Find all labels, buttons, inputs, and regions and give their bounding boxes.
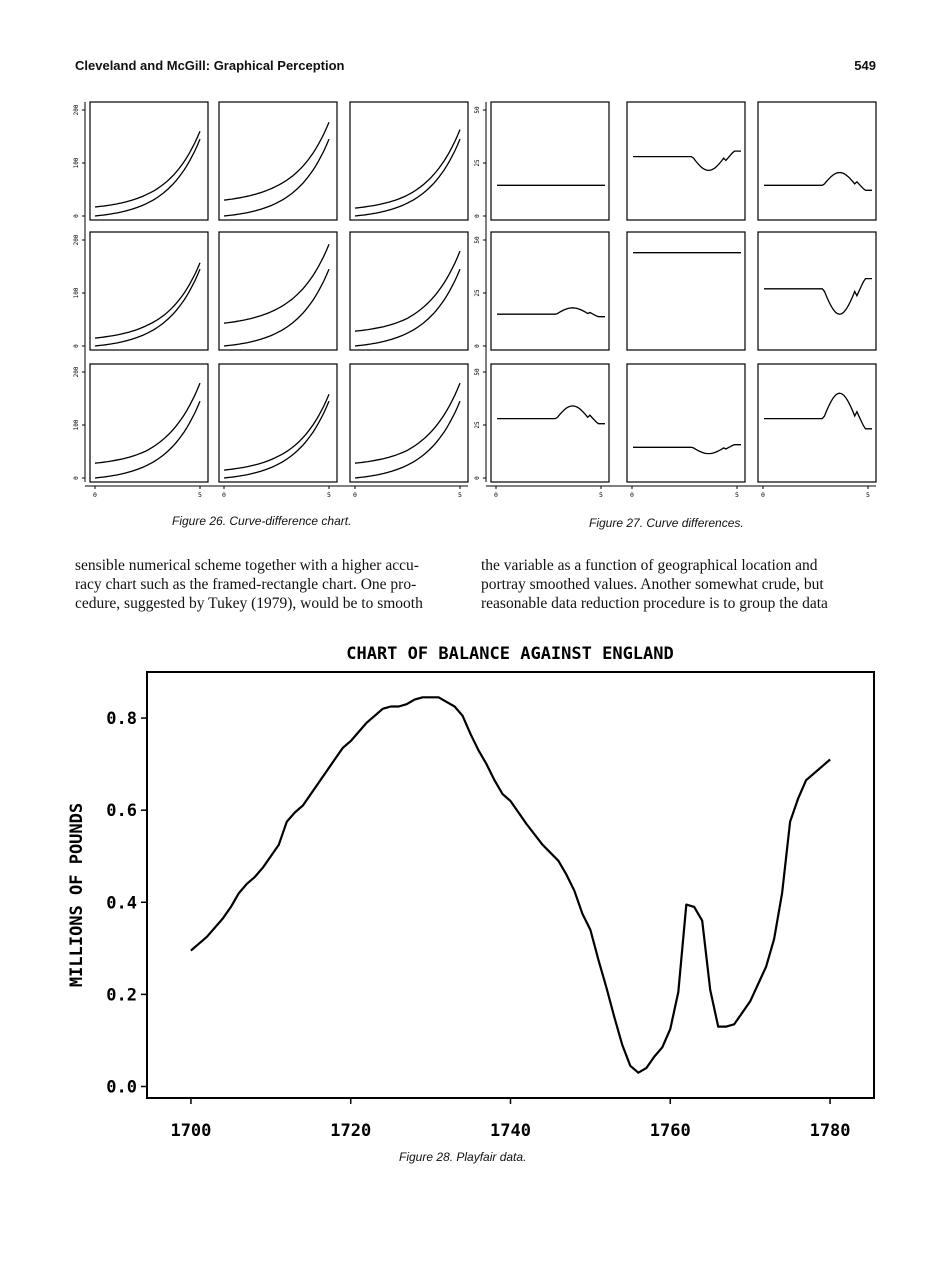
y-tick-label: 0.0 (106, 1077, 137, 1098)
difference-curve (497, 406, 605, 424)
figure-26-caption: Figure 26. Curve-difference chart. (172, 514, 352, 528)
upper-curve (355, 251, 460, 331)
text-line: portray smoothed values. Another somewhat crude, but (481, 576, 824, 593)
y-tick-label: 100 (73, 287, 80, 299)
difference-curve (764, 393, 872, 429)
x-tick-label: 5 (599, 491, 603, 499)
lower-curve (224, 139, 329, 216)
difference-curve (764, 173, 872, 191)
y-tick-label: 0 (73, 476, 80, 480)
x-tick-label: 5 (327, 491, 331, 499)
figure-27-chart (474, 102, 876, 499)
panel-frame (758, 102, 876, 220)
upper-curve (95, 383, 200, 463)
upper-curve (224, 244, 329, 323)
panel-frame (627, 364, 745, 482)
lower-curve (224, 269, 329, 346)
lower-curve (95, 401, 200, 478)
x-tick-label: 0 (222, 491, 226, 499)
y-tick-label: 25 (474, 421, 481, 429)
text-line: sensible numerical scheme together with a higher accu- (75, 557, 419, 574)
panel-frame (491, 232, 609, 350)
y-tick-label: 200 (73, 366, 80, 378)
page-number: 549 (854, 58, 876, 73)
y-tick-label: 50 (474, 106, 481, 114)
y-tick-label: 50 (474, 368, 481, 376)
x-tick-label: 5 (458, 491, 462, 499)
figure-26-chart (73, 102, 468, 499)
lower-curve (355, 401, 460, 478)
lower-curve (355, 269, 460, 346)
text-line: racy chart such as the framed-rectangle chart. One pro- (75, 576, 417, 593)
panel-frame (758, 232, 876, 350)
upper-curve (355, 383, 460, 463)
figure-27-caption: Figure 27. Curve differences. (589, 516, 744, 530)
y-tick-label: 0 (474, 214, 481, 218)
y-tick-label: 0 (73, 344, 80, 348)
difference-curve (764, 279, 872, 315)
x-tick-label: 0 (93, 491, 97, 499)
x-tick-label: 5 (198, 491, 202, 499)
x-tick-label: 0 (761, 491, 765, 499)
text-line: the variable as a function of geographical location and (481, 557, 818, 574)
y-tick-label: 25 (474, 289, 481, 297)
y-tick-label: 100 (73, 419, 80, 431)
upper-curve (224, 122, 329, 200)
body-text-right (481, 556, 873, 613)
text-line: reasonable data reduction procedure is to group the data (481, 595, 828, 612)
plot-frame (147, 672, 874, 1098)
x-tick-label: 1700 (170, 1121, 212, 1141)
x-tick-label: 1720 (330, 1121, 372, 1141)
y-tick-label: 0.8 (106, 709, 137, 730)
x-tick-label: 1780 (809, 1121, 851, 1141)
panel-frame (627, 232, 745, 350)
figure-28-caption: Figure 28. Playfair data. (399, 1150, 527, 1164)
lower-curve (355, 139, 460, 216)
lower-curve (95, 269, 200, 346)
y-tick-label: 100 (73, 157, 80, 169)
difference-curve (633, 151, 741, 170)
body-text-left (75, 556, 467, 613)
panel-frame (627, 102, 745, 220)
panel-frame (491, 102, 609, 220)
panel-frame (758, 364, 876, 482)
running-title: Cleveland and McGill: Graphical Perception (75, 58, 345, 73)
figures-26-27 (0, 0, 950, 500)
figure-28-playfair-chart (0, 630, 950, 1150)
x-tick-label: 5 (735, 491, 739, 499)
y-tick-label: 0.4 (106, 893, 137, 914)
text-line: cedure, suggested by Tukey (1979), would be to smooth (75, 595, 423, 612)
y-tick-label: 25 (474, 159, 481, 167)
y-tick-label: 200 (73, 234, 80, 246)
y-tick-label: 200 (73, 104, 80, 116)
panel-frame (491, 364, 609, 482)
lower-curve (224, 401, 329, 478)
x-tick-label: 0 (494, 491, 498, 499)
x-tick-label: 1740 (490, 1121, 531, 1141)
y-axis-label: MILLIONS OF POUNDS (67, 802, 87, 988)
x-tick-label: 5 (866, 491, 870, 499)
y-tick-label: 0.6 (106, 801, 137, 822)
y-tick-label: 0 (474, 344, 481, 348)
balance-line (191, 697, 830, 1072)
difference-curve (633, 445, 741, 454)
difference-curve (497, 308, 605, 317)
x-tick-label: 0 (353, 491, 357, 499)
chart-title: CHART OF BALANCE AGAINST ENGLAND (346, 644, 674, 664)
y-tick-label: 0 (73, 214, 80, 218)
x-tick-label: 1760 (649, 1121, 691, 1141)
y-tick-label: 0.2 (106, 985, 137, 1006)
y-tick-label: 50 (474, 236, 481, 244)
y-tick-label: 0 (474, 476, 481, 480)
x-tick-label: 0 (630, 491, 634, 499)
